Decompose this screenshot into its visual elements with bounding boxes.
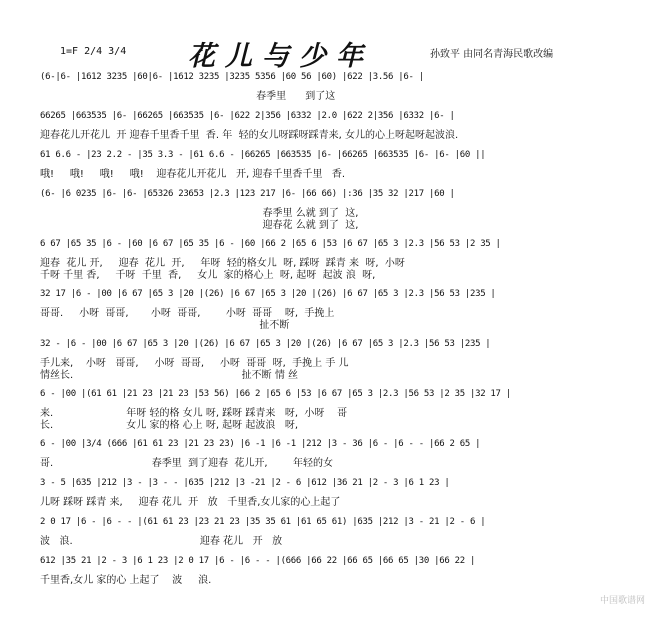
lyric-row: 情丝长. 扯不断 情 丝 [40, 370, 299, 381]
notes-row: (6- |6 0235 |6- |6- |65326 23653 |2.3 |123 217 |6- |66 66) |:36 |35 32 |217 |60 | [40, 189, 455, 199]
lyric-row: 来. 年呀 轻的格 女儿 呀, 踩呀 踩青来 呀, 小呀 哥 [40, 408, 348, 419]
lyric-row: 迎春花 么就 到了 这, [40, 220, 359, 231]
song-title: 花儿与少年 [188, 41, 373, 72]
watermark: 中国歌谱网 [599, 596, 645, 606]
notes-row: 66265 |663535 |6- |66265 |663535 |6- |622 2|356 |6332 |2.0 |622 2|356 |6332 |6- | [40, 111, 455, 121]
lyric-row: 千里香,女儿 家的心 上起了 波 浪. [40, 575, 212, 586]
lyric-row: 千呀 千里 香, 千呀 千里 香, 女儿 家的格心上 呀, 起呀 起波 浪 呀, [40, 270, 376, 281]
notes-row: 6 - |00 |(61 61 |21 23 |21 23 |53 56) |66 2 |65 6 |53 |6 67 |65 3 |2.3 |56 53 |2 35 |32 17 | [40, 389, 511, 399]
lyric-row: 春季里 到了这 [40, 91, 336, 102]
notes-row: 6 - |00 |3/4 (666 |61 61 23 |21 23 23) |6 -1 |6 -1 |212 |3 - 36 |6 - |6 - - |66 2 65 | [40, 439, 481, 449]
lyric-row: 哥. 春季里 到了迎春 花儿开, 年轻的女 [40, 458, 334, 469]
lyric-row: 迎春 花儿 开, 迎春 花儿 开, 年呀 轻的格女儿 呀, 踩呀 踩青 来 呀, 小呀 [40, 258, 405, 269]
notes-row: 32 17 |6 - |00 |6 67 |65 3 |20 |(26) |6 67 |65 3 |20 |(26) |6 67 |65 3 |2.3 |56 53 |235 | [40, 289, 496, 299]
notes-row: 612 |35 21 |2 - 3 |6 1 23 |2 0 17 |6 - |6 - - |(666 |66 22 |66 65 |66 65 |30 |66 22 | [40, 556, 476, 566]
notes-row: 3 - 5 |635 |212 |3 - |3 - - |635 |212 |3 -21 |2 - 6 |612 |36 21 |2 - 3 |6 1 23 | [40, 478, 450, 488]
lyric-row: 手儿来, 小呀 哥哥, 小呀 哥哥, 小呀 哥哥 呀, 手挽上 手 儿 [40, 358, 349, 369]
lyric-row: 哦! 哦! 哦! 哦! 迎春花儿开花儿 开, 迎春千里香千里 香. [40, 169, 346, 180]
notes-row: 6 67 |65 35 |6 - |60 |6 67 |65 35 |6 - |60 |66 2 |65 6 |53 |6 67 |65 3 |2.3 |56 53 |2 35 | [40, 239, 501, 249]
lyric-row: 儿呀 踩呀 踩青 来, 迎春 花儿 开 放 千里香,女儿家的心上起了 [40, 497, 341, 508]
notes-row: (6-|6- |1612 3235 |60|6- |1612 3235 |3235 5356 |60 56 |60) |622 |3.56 |6- | [40, 72, 424, 82]
lyric-row: 迎春花儿开花儿 开 迎春千里香千里 香. 年 轻的女儿呀踩呀踩青来, 女儿的心上呀起呀起波浪. [40, 130, 459, 141]
notes-row: 32 - |6 - |00 |6 67 |65 3 |20 |(26) |6 67 |65 3 |20 |(26) |6 67 |65 3 |2.3 |56 53 |235 | [40, 339, 491, 349]
composer-credit: 孙致平 由同名青海民歌改编 [430, 49, 554, 60]
lyric-row: 哥哥. 小呀 哥哥, 小呀 哥哥, 小呀 哥哥 呀, 手挽上 [40, 308, 335, 319]
key-signature: 1=F 2/4 3/4 [60, 46, 127, 57]
notes-row: 2 0 17 |6 - |6 - - |(61 61 23 |23 21 23 |35 35 61 |61 65 61) |635 |212 |3 - 21 |2 - 6 | [40, 517, 486, 527]
lyric-row: 扯不断 [40, 320, 290, 331]
lyric-row: 长. 女儿 家的格 心上 呀, 起呀 起波浪 呀, [40, 420, 299, 431]
lyric-row: 波 浪. 迎春 花儿 开 放 [40, 536, 283, 547]
lyric-row: 春季里 么就 到了 这, [40, 208, 359, 219]
notes-row: 61 6.6 - |23 2.2 - |35 3.3 - |61 6.6 - |66265 |663535 |6- |66265 |663535 |6- |6- |60 || [40, 150, 486, 160]
